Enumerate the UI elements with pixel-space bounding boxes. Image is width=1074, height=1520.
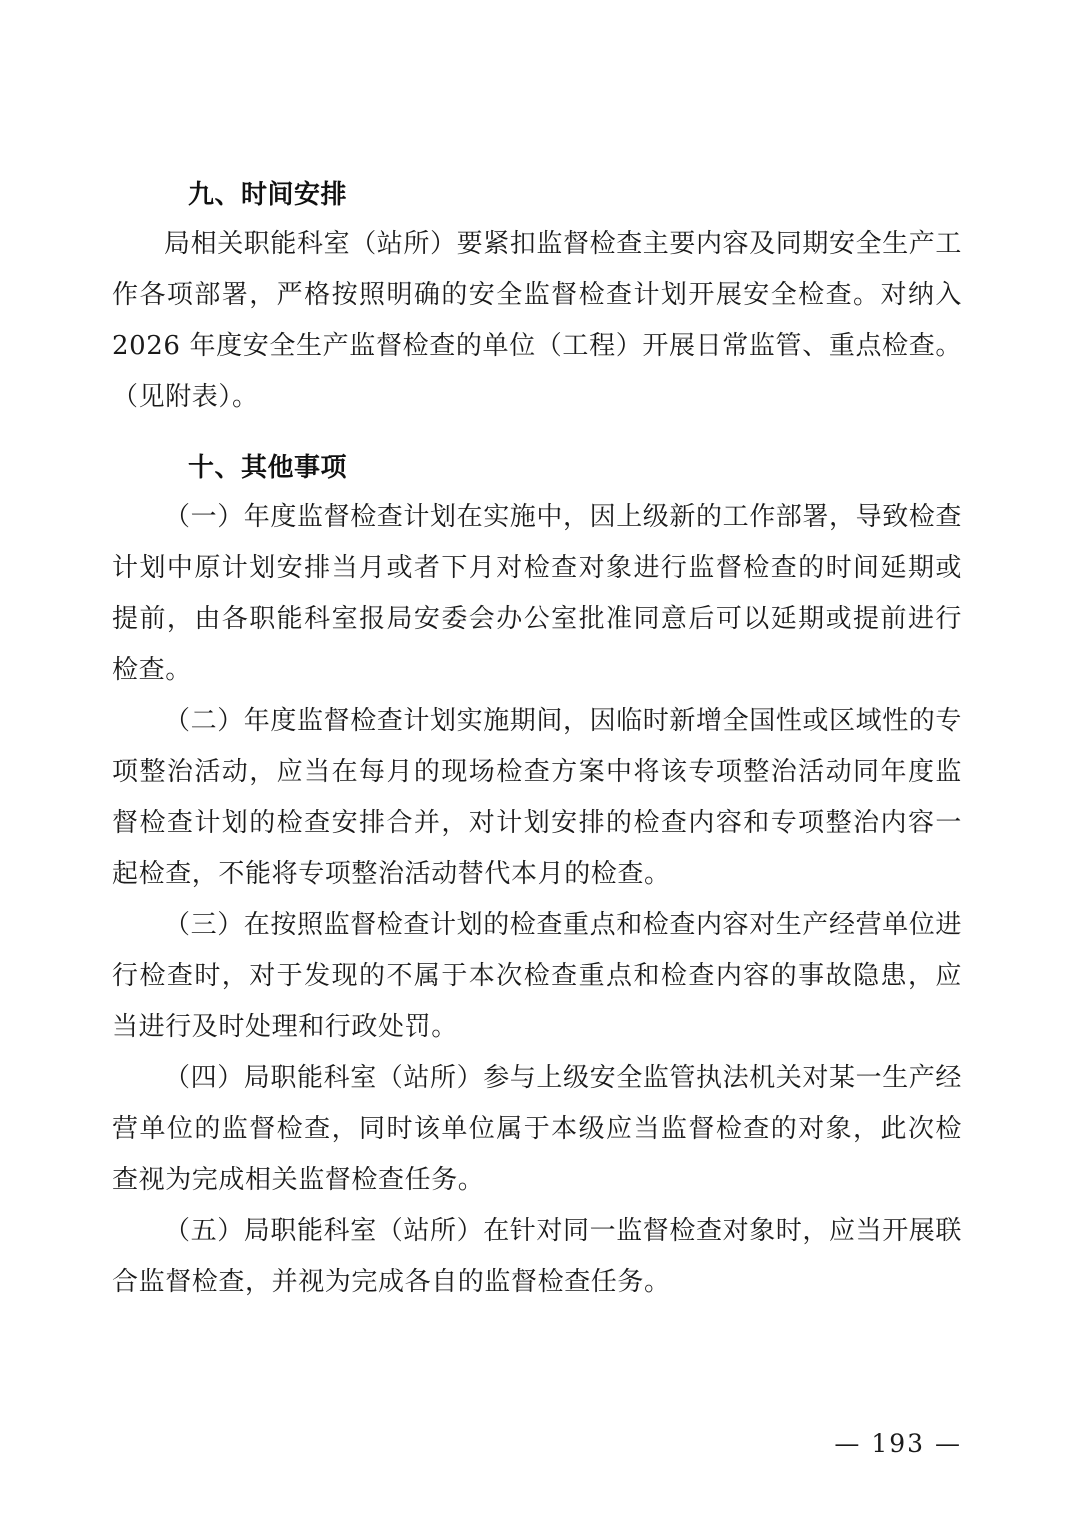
section-heading-nine: 九、时间安排 — [188, 180, 348, 210]
paragraph-ten-2: （二）年度监督检查计划实施期间，因临时新增全国性或区域性的专项整治活动，应当在每月的现场检查方案中将该专项整治活动同年度监督检查计划的检查安排合并，对计划安排的检查内容和专项整治内容一起检查，不能将专项整治活动替代本月的检查。 — [112, 706, 963, 889]
paragraph-ten-1: （一）年度监督检查计划在实施中，因上级新的工作部署，导致检查计划中原计划安排当月或者下月对检查对象进行监督检查的时间延期或提前，由各职能科室报局安委会办公室批准同意后可以延期或提前进行检查。 — [112, 502, 963, 685]
paragraph-ten-5: （五）局职能科室（站所）在针对同一监督检查对象时，应当开展联合监督检查，并视为完成各自的监督检查任务。 — [112, 1216, 963, 1297]
paragraph-ten-3: （三）在按照监督检查计划的检查重点和检查内容对生产经营单位进行检查时，对于发现的不属于本次检查重点和检查内容的事故隐患，应当进行及时处理和行政处罚。 — [112, 910, 963, 1042]
section-heading-ten: 十、其他事项 — [188, 453, 348, 483]
paragraph-ten-4: （四）局职能科室（站所）参与上级安全监管执法机关对某一生产经营单位的监督检查，同时该单位属于本级应当监督检查的对象，此次检查视为完成相关监督检查任务。 — [112, 1063, 963, 1195]
paragraph-nine-1: 局相关职能科室（站所）要紧扣监督检查主要内容及同期安全生产工作各项部署，严格按照明确的安全监督检查计划开展安全检查。对纳入 2026 年度安全生产监督检查的单位（工程）开展日常监管、重点检查。（见附表）。 — [112, 229, 963, 412]
page-number: — 193 — — [834, 1429, 962, 1458]
page-content — [112, 176, 962, 1308]
